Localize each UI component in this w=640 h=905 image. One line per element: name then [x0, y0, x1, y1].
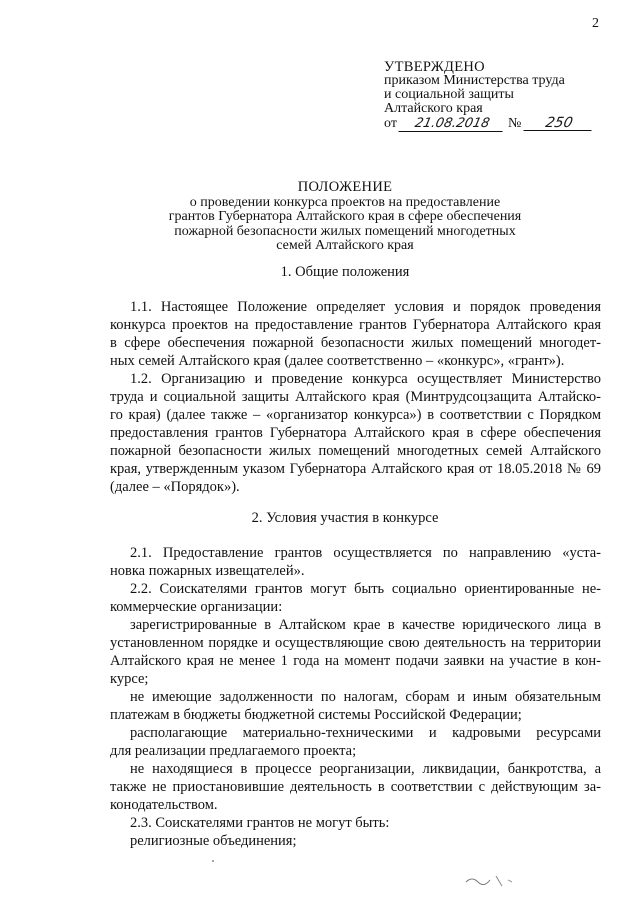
paragraph-line: коммерческие организации: — [110, 599, 283, 615]
paragraph-line: не находящиеся в процессе реорганизации, ликвидации, банкротства, а — [130, 761, 601, 777]
paragraph-line: 2.3. Соискателями грантов не могут быть: — [130, 815, 390, 831]
paragraph-line: 2.1. Предоставление грантов осуществляется по направлению «уста- — [130, 545, 601, 561]
paragraph-line: платежам в бюджеты бюджетной системы Российской Федерации; — [110, 707, 522, 723]
handwritten-number: 250 — [523, 116, 594, 131]
paragraph-line: ных семей Алтайского края (далее соответственно – «конкурс», «грант»). — [110, 353, 565, 369]
paragraph-line: не имеющие задолженности по налогам, сборам и иным обязательным — [130, 689, 601, 705]
paragraph-line: предоставления грантов Губернатора Алтайского края в сфере обеспечения — [110, 425, 601, 441]
paragraph-line: зарегистрированные в Алтайском крае в качестве юридического лица в — [130, 617, 601, 633]
paragraph-line: го края) (далее также – «организатор конкурса») в соответствии с Порядком — [110, 407, 601, 423]
paragraph-line: религиозные объединения; — [130, 833, 297, 849]
paragraph-line: конкурса проектов на предоставление грантов Губернатора Алтайского края — [110, 317, 601, 333]
paragraph-line: (далее – «Порядок»). — [110, 479, 240, 495]
approval-stamp — [384, 60, 593, 132]
paragraph-line: пожарной безопасности жилых помещений многодетных семей Алтайского — [110, 443, 601, 459]
section-1-heading: 1. Общие положения — [280, 264, 410, 280]
paragraph-line: 1.2. Организацию и проведение конкурса осуществляет Министерство — [130, 371, 601, 387]
approval-line-1: приказом Министерства труда — [384, 73, 565, 88]
approval-line-2: и социальной защиты — [384, 87, 514, 102]
paragraph-line: также не приостановившие деятельность в соответствии с действующим за- — [110, 779, 601, 795]
approved-label: УТВЕРЖДЕНО — [384, 59, 485, 75]
paragraph-line: 2.2. Соискателями грантов могут быть социально ориентированные не- — [130, 581, 601, 597]
section-2-body — [110, 544, 601, 850]
section-2-heading: 2. Условия участия в конкурсе — [251, 510, 439, 526]
paragraph-line: края, утвержденным указом Губернатора Алтайского края от 18.05.2018 № 69 — [110, 461, 601, 477]
scan-speck — [212, 860, 214, 862]
paragraph-line: новка пожарных извещателей». — [110, 563, 305, 579]
title-main: ПОЛОЖЕНИЕ — [297, 179, 393, 195]
title-line: грантов Губернатора Алтайского края в сфере обеспечения — [168, 209, 522, 224]
paragraph-line: труда и социальной защиты Алтайского края (Минтрудсоцзащита Алтайско- — [110, 389, 601, 405]
document-title — [110, 180, 580, 254]
approval-line-3: Алтайского края — [384, 101, 483, 116]
pen-scribble-mark — [462, 868, 522, 892]
title-line: пожарной безопасности жилых помещений многодетных — [174, 223, 516, 239]
paragraph-line: располагающие материально-техническими и кадровыми ресурсами — [130, 725, 601, 741]
paragraph-line: установленном порядке и осуществляющие свою деятельность на территории — [110, 635, 601, 651]
paragraph-line: в сфере обеспечения пожарной безопасности жилых помещений многодет- — [110, 335, 601, 351]
date-prefix: от — [384, 116, 397, 131]
section-1-body — [110, 298, 601, 496]
paragraph-line: для реализации предлагаемого проекта; — [110, 743, 357, 759]
handwritten-date: 21.08.2018 — [399, 117, 506, 132]
title-line: семей Алтайского края — [276, 238, 414, 253]
paragraph-line: конодательством. — [110, 797, 218, 813]
approval-date-row — [384, 116, 593, 132]
title-line: о проведении конкурса проектов на предоставление — [189, 194, 501, 210]
paragraph-line: 1.1. Настоящее Положение определяет условия и порядок проведения — [130, 299, 601, 315]
paragraph-line: Алтайского края не менее 1 года на момент подачи заявки на участие в кон- — [110, 653, 601, 669]
number-prefix: № — [507, 116, 522, 131]
paragraph-line: курсе; — [110, 671, 149, 687]
page-number: 2 — [592, 16, 599, 31]
